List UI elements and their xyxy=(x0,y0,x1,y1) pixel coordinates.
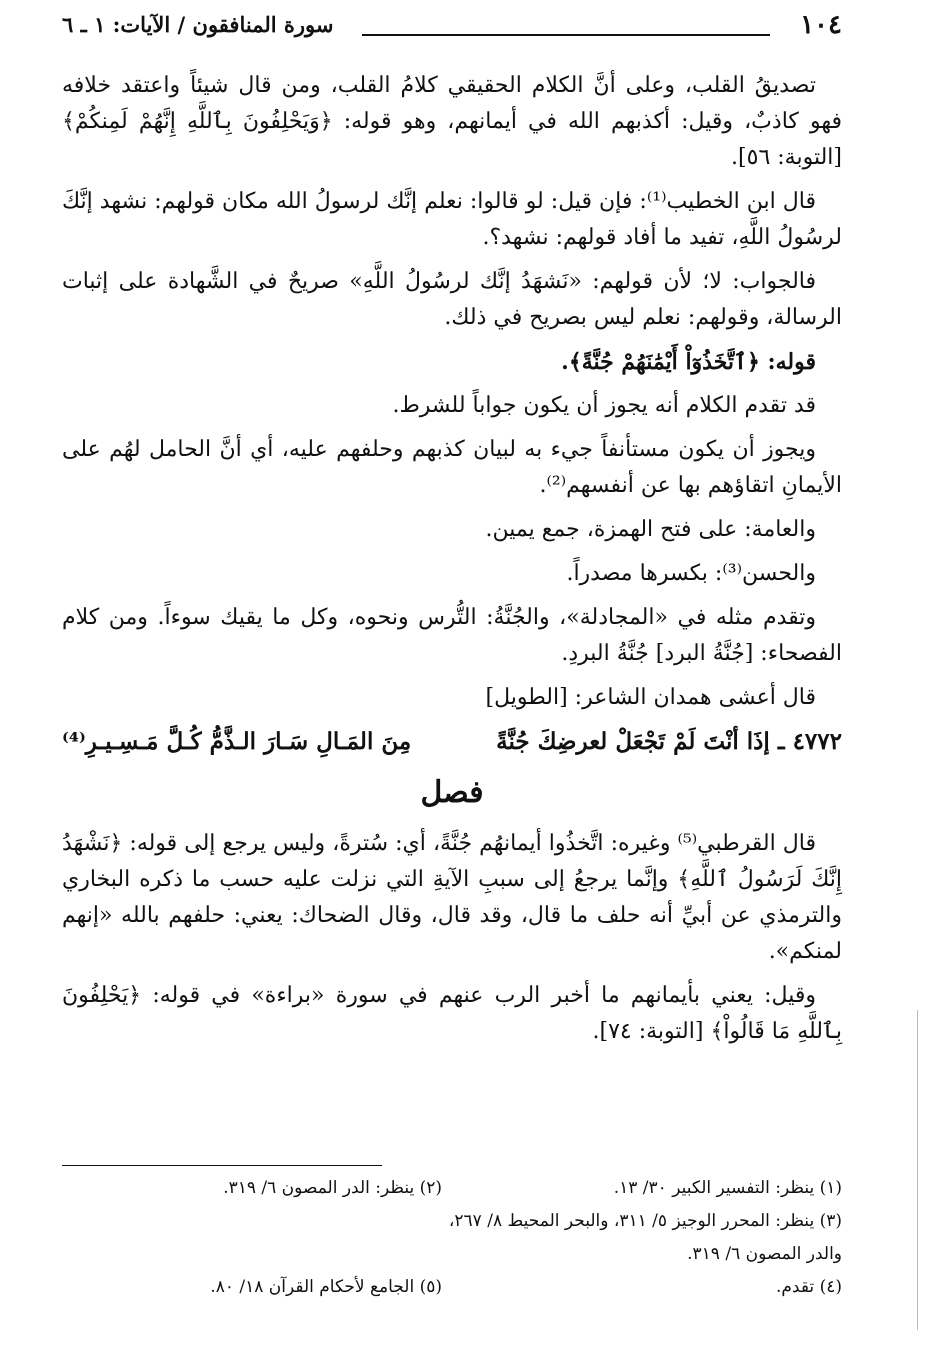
paragraph: قد تقدم الكلام أنه يجوز أن يكون جواباً للشرط. xyxy=(392,393,816,418)
section-heading: فصل xyxy=(420,775,484,810)
page-number: ١٠٤ xyxy=(800,10,842,40)
quran-quote: قوله: ﴿ٱتَّخَذُوٓاْ أَيْمَٰنَهُمْ جُنَّةً﴾. xyxy=(561,349,816,375)
paragraph: قال أعشى همدان الشاعر: [الطويل] xyxy=(485,685,816,710)
paragraph: قال القرطبي⁽⁵⁾ وغيره: اتَّخذُوا أيمانهُم جُنَّةً، أي: سُترةً، وليس يرجع إلى قوله: ﴿نَشْهَدُ إِنَّكَ لَرَسُولُ ٱللَّهِ﴾ وإنَّما يرجعُ إلى سببِ الآيةِ التي نزلت عليه حسب ما ذكره البخاري والترمذي عن أبيِّ أنه حلف ما قال، وقد قال، وقال الضحاك: يعني: حلفهم بالله «إنهم لمنكم». xyxy=(62,831,842,964)
poetry-verse xyxy=(62,724,842,760)
footnote: (٣) ينظر: المحرر الوجيز ٥/ ٣١١، والبحر المحيط ٨/ ٢٦٧، والدر المصون ٦/ ٣١٩. xyxy=(448,1211,842,1264)
footnotes xyxy=(62,1172,842,1304)
footnote: (٤) تقدم. xyxy=(775,1277,842,1297)
paragraph: تصديقُ القلب، وعلى أنَّ الكلام الحقيقي كلامُ القلب، ومن قال شيئاً واعتقد خلافه فهو كاذبٌ، وقيل: أكذبهم الله في أيمانهم، وهو قوله: ﴿وَيَحْلِفُونَ بِٱللَّهِ إِنَّهُمْ لَمِنكُمْ﴾ [التوبة: ٥٦]. xyxy=(62,73,842,170)
footnote-separator xyxy=(62,1165,382,1166)
header-rule xyxy=(362,34,770,36)
footnote-row xyxy=(62,1205,842,1271)
paragraph: وتقدم مثله في «المجادلة»، والجُنَّةُ: التُّرس ونحوه، وكل ما يقيك سوءاً. ومن كلام الفصحاء: [جُنَّةُ البرد] جُنَّةُ البردِ. xyxy=(62,605,842,666)
page-header xyxy=(62,10,842,42)
scan-edge-line xyxy=(917,1010,918,1330)
paragraph: والحسن⁽³⁾: بكسرها مصدراً. xyxy=(566,561,816,586)
paragraph: ويجوز أن يكون مستأنفاً جيء به لبيان كذبهم وحلفهم عليه، أي أنَّ الحامل لهُم على الأيمانِ اتقاؤهم بها عن أنفسهم⁽²⁾. xyxy=(62,437,842,498)
document-page xyxy=(62,0,842,1363)
main-text xyxy=(62,68,842,1058)
footnote: (٥) الجامع لأحكام القرآن ١٨/ ٨٠. xyxy=(210,1277,442,1297)
paragraph: والعامة: على فتح الهمزة، جمع يمين. xyxy=(485,517,816,542)
paragraph: فالجواب: لا؛ لأن قولهم: «نَشهَدُ إنَّك لرسُولُ اللَّهِ» صريحٌ في الشَّهادة على إثبات الرسالة، وقولهم: نعلم ليس بصريح في ذلك. xyxy=(62,269,842,330)
verse-hemistich-first: ٤٧٧٢ ـ إذَا أنْتَ لَمْ تَجْعَلْ لعرضِكَ جُنَّةً xyxy=(496,728,842,755)
footnote-row xyxy=(62,1271,842,1304)
paragraph: وقيل: يعني بأيمانهم ما أخبر الرب عنهم في سورة «براءة» في قوله: ﴿يَحْلِفُونَ بِٱللَّهِ مَا قَالُواْ﴾ [التوبة: ٧٤]. xyxy=(62,983,842,1044)
footnote: (٢) ينظر: الدر المصون ٦/ ٣١٩. xyxy=(223,1178,442,1198)
verse-hemistich-second: مِنَ المَـالِ سَـارَ الـذَّمُّ كُـلَّ مَـسِـيـرِ⁽⁴⁾ xyxy=(62,728,412,755)
footnote-row xyxy=(62,1172,842,1205)
paragraph: قال ابن الخطيب⁽¹⁾: فإن قيل: لو قالوا: نعلم إنَّك لرسولُ الله مكان قولهم: نشهد إنَّكَ لرسُولُ اللَّهِ، تفيد ما أفاد قولهم: نشهد؟. xyxy=(62,189,842,250)
surah-title: سورة المنافقون / الآيات: ١ ـ ٦ xyxy=(62,12,334,37)
footnote: (١) ينظر: التفسير الكبير ٣٠/ ١٣. xyxy=(613,1178,842,1198)
